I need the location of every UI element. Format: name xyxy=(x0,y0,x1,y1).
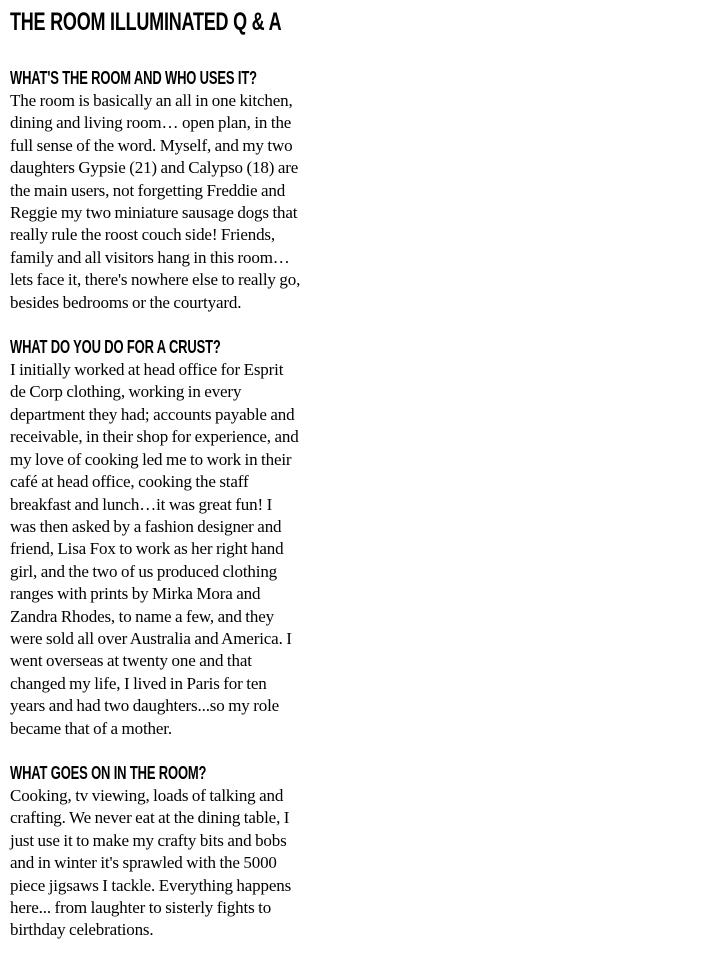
section-heading-room-users: WHAT'S THE ROOM AND WHO USES IT? xyxy=(10,68,257,88)
section-body-room-activities: Cooking, tv viewing, loads of talking and crafting. We never eat at the dining table, I just use it to make my crafty bits and bobs and in winter it's sprawled with the 5000 piece jigsaws I tackle. Everything happens here... from laughter to sisterly fights to birthday celebrations. xyxy=(10,785,292,940)
section-body-room-users: The room is basically an all in one kitchen, dining and living room… open plan, in the full sense of the word. Myself, and my two daughters Gypsie (21) and Calypso (18) are the main users, not forgetting Freddie and Reggie my two miniature sausage dogs that really rule the roost couch side! Friends, family and all visitors hang in this room… lets face it, there's nowhere else to really go, besides bedrooms or the courtyard. xyxy=(10,91,301,312)
section-body-occupation: I initially worked at head office for Esprit de Corp clothing, working in every department they had; accounts payable and receivable, in their shop for experience, and my love of cooking led me to work in their café at head office, cooking the staff breakfast and lunch…it was great fun! I was then asked by a fashion designer and friend, Lisa Fox to work as her right hand girl, and the two of us produced clothing ranges with prints by Mirka Mora and Zandra Rhodes, to name a few, and they were sold all over Australia and America. I went overseas at twenty one and that changed my life, I lived in Paris for ten years and had two daughters...so my role became that of a mother. xyxy=(10,360,299,738)
section-heading-occupation: WHAT DO YOU DO FOR A CRUST? xyxy=(10,337,221,358)
section-heading-room-activities: WHAT GOES ON IN THE ROOM? xyxy=(10,762,207,783)
document-page xyxy=(10,0,365,942)
page-title: THE ROOM ILLUMINATED Q & A xyxy=(10,8,282,36)
